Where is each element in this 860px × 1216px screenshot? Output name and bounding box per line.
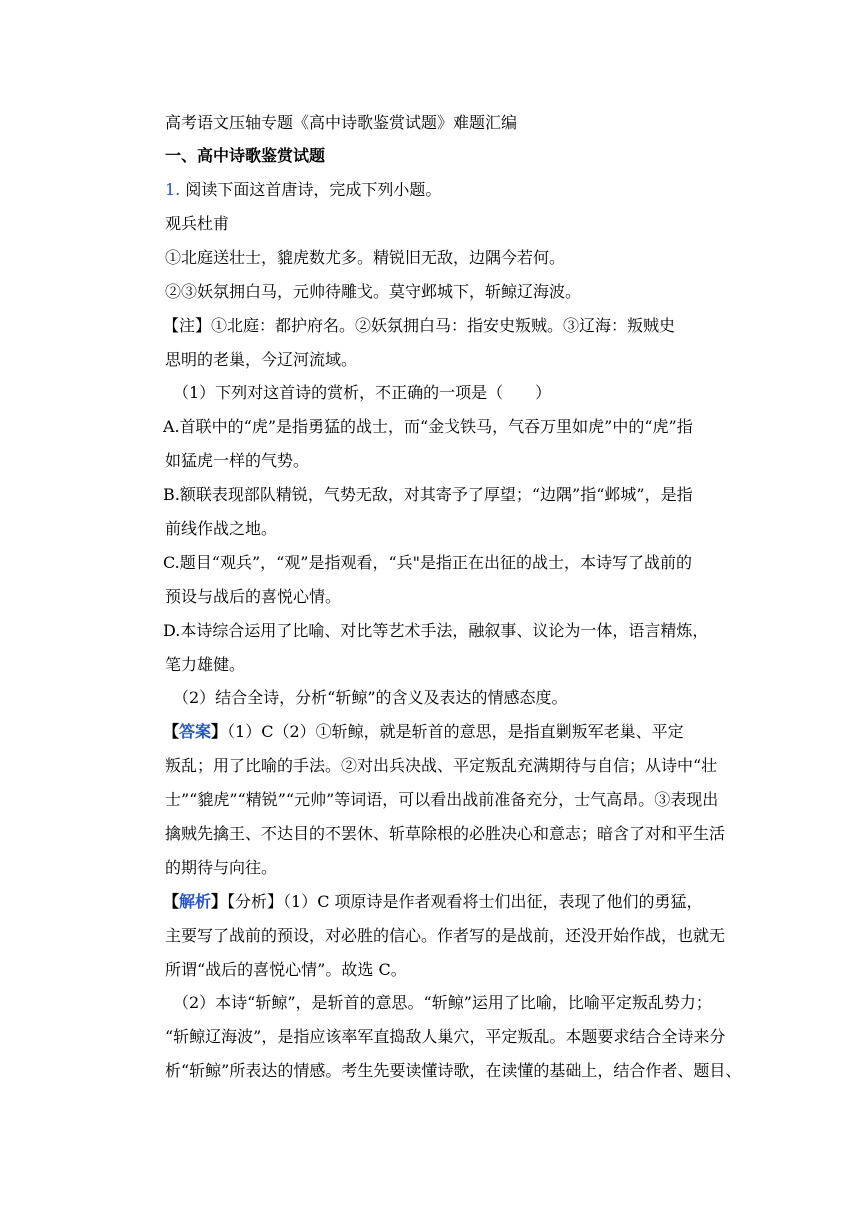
analysis-tag-open: 【 [163,892,180,911]
answer-text: （1）C（2）①斩鲸，就是斩首的意思，是指直剿叛军老巢、平定 [227,722,684,741]
option-c-line-2: 预设与战后的喜悦心情。 [165,587,342,606]
option-b-line-2: 前线作战之地。 [165,519,278,538]
note-line-2: 思明的老巢，今辽河流域。 [165,350,358,369]
document-title: 高考语文压轴专题《高中诗歌鉴赏试题》难题汇编 [165,113,518,132]
analysis2-line-2: “斩鲸辽海波”，是指应该率军直捣敌人巢穴，平定叛乱。本题要求结合全诗来分 [165,1027,726,1046]
analysis2-line-3: 析“斩鲸”所表达的情感。考生先要读懂诗歌，在读懂的基础上，结合作者、题目、 [165,1061,742,1080]
analysis-line-2: 主要写了战前的预设，对必胜的信心。作者写的是战前，还没开始作战，也就无 [165,926,726,945]
option-b-line-1: B.额联表现部队精锐，气势无敌，对其寄予了厚望；“边隅”指“邺城”，是指 [163,485,693,504]
option-a-line-1: A.首联中的“虎”是指勇猛的战士，而“金戈铁马，气吞万里如虎”中的“虎”指 [163,417,693,436]
option-c-line-1: C.题目“观兵”，“观”是指观看，“兵"是指正在出征的战士，本诗写了战前的 [163,553,693,572]
option-d-line-1: D.本诗综合运用了比喻、对比等艺术手法，融叙事、议论为一体，语言精炼， [163,621,709,640]
subquestion-2: （2）结合全诗，分析“斩鲸”的含义及表达的情感态度。 [173,688,568,707]
subquestion-1: （1）下列对这首诗的赏析，不正确的一项是（ ） [173,383,552,402]
answer-line-5: 的期待与向往。 [165,858,278,877]
analysis-text: 【分析】（1）C 项原诗是作者观看将士们出征，表现了他们的勇猛， [227,892,703,911]
poem-title: 观兵杜甫 [165,214,230,233]
analysis-tag-close: 】 [211,892,228,911]
option-d-line-2: 笔力雄健。 [165,655,246,674]
answer-tag-close: 】 [211,722,228,741]
answer-line-3: 士”“貔虎”“精锐”“元帅”等词语，可以看出战前准备充分，士气高昂。③表现出 [165,790,719,809]
option-a-line-2: 如猛虎一样的气势。 [165,451,310,470]
analysis2-line-1: （2）本诗“斩鲸”，是斩首的意思。“斩鲸”运用了比喻，比喻平定叛乱势力； [173,993,712,1012]
note-line-1: 【注】①北庭：都护府名。②妖氛拥白马：指安史叛贼。③辽海：叛贼史 [163,316,676,335]
question-prompt: 阅读下面这首唐诗，完成下列小题。 [185,180,442,199]
answer-line-1 [163,722,684,742]
answer-line-4: 擒贼先擒王、不达目的不罢休、斩草除根的必胜决心和意志；暗含了对和平生活 [165,824,726,843]
analysis-line-3: 所谓“战后的喜悦心情”。故选 C。 [165,960,407,979]
analysis-tag: 解析 [179,892,212,911]
section-heading: 一、高中诗歌鉴赏试题 [165,146,326,165]
question-number: 1. [165,180,181,199]
analysis-line-1 [163,892,703,912]
answer-line-2: 叛乱；用了比喻的手法。②对出兵决战、平定叛乱充满期待与自信；从诗中“壮 [165,756,718,775]
question-1 [165,180,441,200]
answer-tag: 答案 [179,722,212,741]
answer-tag-open: 【 [163,722,180,741]
poem-line-1: ①北庭送壮士，貔虎数尤多。精锐旧无敌，边隅今若何。 [165,248,566,267]
poem-line-2: ②③妖氛拥白马，元帅待雕戈。莫守邺城下，斩鲸辽海波。 [165,282,582,301]
